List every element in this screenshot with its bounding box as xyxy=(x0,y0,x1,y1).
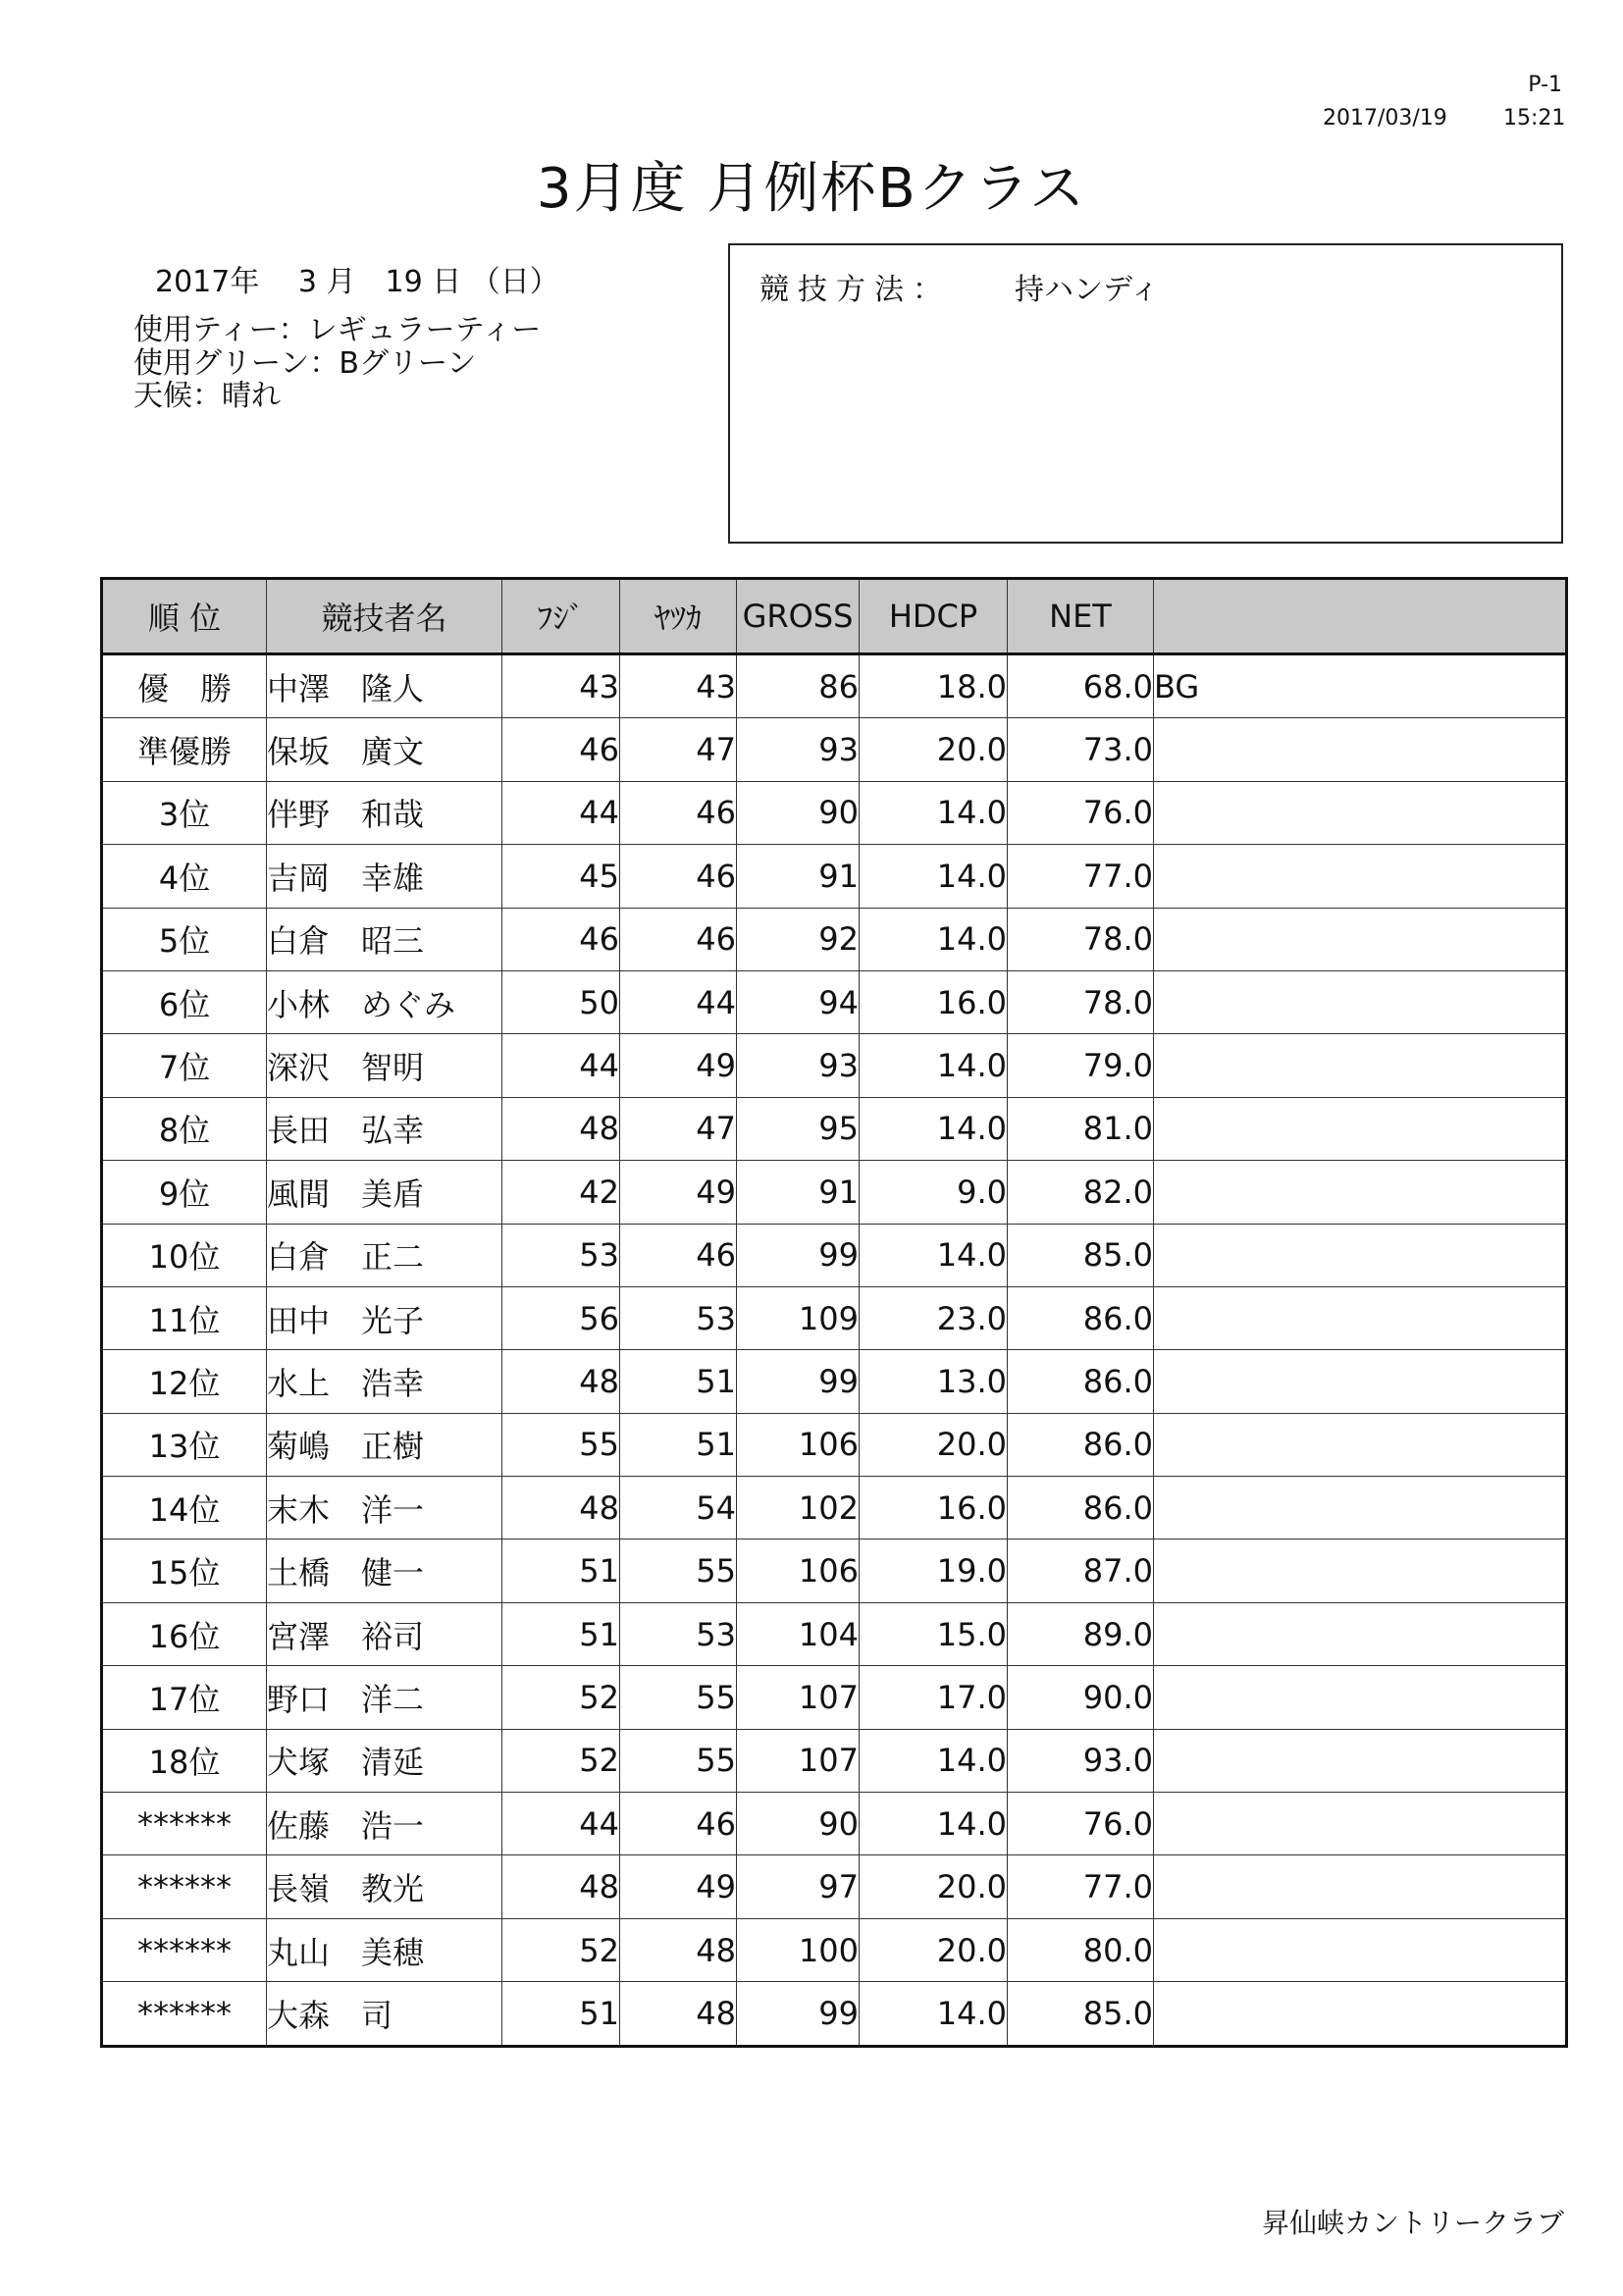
table-row xyxy=(102,1855,1567,1918)
player-name-cell: 菊嶋 正樹 xyxy=(267,1413,502,1476)
table-row xyxy=(102,970,1567,1033)
note-cell xyxy=(1154,1982,1567,2046)
note-cell xyxy=(1154,1097,1567,1160)
in-score-cell: 49 xyxy=(620,1161,737,1224)
rank-cell: 15位 xyxy=(102,1539,267,1602)
in-score-cell: 48 xyxy=(620,1982,737,2046)
hdcp-cell: 23.0 xyxy=(860,1286,1008,1349)
gross-cell: 99 xyxy=(737,1224,860,1286)
gross-cell: 99 xyxy=(737,1350,860,1413)
rank-cell: 9位 xyxy=(102,1161,267,1224)
out-score-cell: 51 xyxy=(502,1982,620,2046)
rank-cell: 14位 xyxy=(102,1477,267,1539)
player-name-cell: 風間 美盾 xyxy=(267,1161,502,1224)
player-name-cell: 小林 めぐみ xyxy=(267,970,502,1033)
note-cell xyxy=(1154,1855,1567,1918)
table-row xyxy=(102,654,1567,718)
net-cell: 87.0 xyxy=(1008,1539,1154,1602)
in-score-cell: 55 xyxy=(620,1729,737,1792)
gross-cell: 91 xyxy=(737,845,860,908)
club-name: 昇仙峡カントリークラブ xyxy=(1261,2207,1564,2239)
gross-cell: 97 xyxy=(737,1855,860,1918)
net-cell: 85.0 xyxy=(1008,1224,1154,1286)
net-cell: 86.0 xyxy=(1008,1350,1154,1413)
out-score-cell: 46 xyxy=(502,718,620,781)
note-cell xyxy=(1154,1161,1567,1224)
out-score-cell: 52 xyxy=(502,1729,620,1792)
rank-cell: 優 勝 xyxy=(102,654,267,718)
table-header-row xyxy=(102,579,1567,654)
gross-cell: 90 xyxy=(737,1793,860,1855)
gross-cell: 104 xyxy=(737,1602,860,1665)
player-name-cell: 中澤 隆人 xyxy=(267,654,502,718)
in-score-cell: 47 xyxy=(620,1097,737,1160)
hdcp-cell: 14.0 xyxy=(860,1729,1008,1792)
note-cell xyxy=(1154,1286,1567,1349)
header-hdcp: HDCP xyxy=(860,579,1008,654)
net-cell: 78.0 xyxy=(1008,908,1154,970)
out-score-cell: 50 xyxy=(502,970,620,1033)
player-name-cell: 犬塚 清延 xyxy=(267,1729,502,1792)
player-name-cell: 白倉 正二 xyxy=(267,1224,502,1286)
event-date: 2017年 3 月 19 日 （日） xyxy=(155,265,559,299)
header-rank: 順 位 xyxy=(102,579,267,654)
net-cell: 79.0 xyxy=(1008,1034,1154,1097)
out-score-cell: 44 xyxy=(502,781,620,844)
table-row xyxy=(102,1034,1567,1097)
header-player-name: 競技者名 xyxy=(267,579,502,654)
out-score-cell: 55 xyxy=(502,1413,620,1476)
player-name-cell: 佐藤 浩一 xyxy=(267,1793,502,1855)
hdcp-cell: 15.0 xyxy=(860,1602,1008,1665)
rank-cell: 5位 xyxy=(102,908,267,970)
in-score-cell: 55 xyxy=(620,1666,737,1729)
in-score-cell: 46 xyxy=(620,845,737,908)
hdcp-cell: 14.0 xyxy=(860,1224,1008,1286)
table-row xyxy=(102,908,1567,970)
rank-cell: 11位 xyxy=(102,1286,267,1349)
competition-method-box xyxy=(728,243,1563,544)
note-cell xyxy=(1154,1729,1567,1792)
table-row xyxy=(102,1161,1567,1224)
gross-cell: 109 xyxy=(737,1286,860,1349)
note-cell xyxy=(1154,718,1567,781)
net-cell: 89.0 xyxy=(1008,1602,1154,1665)
gross-cell: 90 xyxy=(737,781,860,844)
player-name-cell: 宮澤 裕司 xyxy=(267,1602,502,1665)
out-score-cell: 46 xyxy=(502,908,620,970)
note-cell xyxy=(1154,1413,1567,1476)
rank-cell: ****** xyxy=(102,1793,267,1855)
net-cell: 81.0 xyxy=(1008,1097,1154,1160)
gross-cell: 99 xyxy=(737,1982,860,2046)
table-row xyxy=(102,1729,1567,1792)
note-cell xyxy=(1154,845,1567,908)
rank-cell: 4位 xyxy=(102,845,267,908)
out-score-cell: 51 xyxy=(502,1602,620,1665)
rank-cell: 17位 xyxy=(102,1666,267,1729)
in-score-cell: 51 xyxy=(620,1350,737,1413)
note-cell xyxy=(1154,908,1567,970)
out-score-cell: 52 xyxy=(502,1918,620,1981)
note-cell xyxy=(1154,1602,1567,1665)
out-score-cell: 45 xyxy=(502,845,620,908)
table-row xyxy=(102,1539,1567,1602)
gross-cell: 102 xyxy=(737,1477,860,1539)
hdcp-cell: 14.0 xyxy=(860,908,1008,970)
table-row xyxy=(102,845,1567,908)
hdcp-cell: 14.0 xyxy=(860,781,1008,844)
gross-cell: 93 xyxy=(737,1034,860,1097)
table-row xyxy=(102,1224,1567,1286)
hdcp-cell: 14.0 xyxy=(860,1034,1008,1097)
rank-cell: 16位 xyxy=(102,1602,267,1665)
player-name-cell: 保坂 廣文 xyxy=(267,718,502,781)
hdcp-cell: 14.0 xyxy=(860,1982,1008,2046)
rank-cell: ****** xyxy=(102,1918,267,1981)
player-name-cell: 長嶺 教光 xyxy=(267,1855,502,1918)
net-cell: 73.0 xyxy=(1008,718,1154,781)
player-name-cell: 深沢 智明 xyxy=(267,1034,502,1097)
net-cell: 86.0 xyxy=(1008,1477,1154,1539)
gross-cell: 107 xyxy=(737,1729,860,1792)
print-date: 2017/03/19 xyxy=(1323,106,1447,130)
gross-cell: 93 xyxy=(737,718,860,781)
note-cell xyxy=(1154,781,1567,844)
player-name-cell: 長田 弘幸 xyxy=(267,1097,502,1160)
out-score-cell: 48 xyxy=(502,1477,620,1539)
gross-cell: 91 xyxy=(737,1161,860,1224)
gross-cell: 107 xyxy=(737,1666,860,1729)
net-cell: 82.0 xyxy=(1008,1161,1154,1224)
rank-cell: 3位 xyxy=(102,781,267,844)
note-cell xyxy=(1154,1539,1567,1602)
page-title: 3月度 月例杯Bクラス xyxy=(536,157,1087,221)
rank-cell: 準優勝 xyxy=(102,718,267,781)
out-score-cell: 56 xyxy=(502,1286,620,1349)
player-name-cell: 伴野 和哉 xyxy=(267,781,502,844)
table-row xyxy=(102,1286,1567,1349)
page-number: P-1 xyxy=(1528,73,1562,97)
out-score-cell: 43 xyxy=(502,654,620,718)
out-score-cell: 42 xyxy=(502,1161,620,1224)
in-score-cell: 46 xyxy=(620,1793,737,1855)
in-score-cell: 44 xyxy=(620,970,737,1033)
net-cell: 77.0 xyxy=(1008,845,1154,908)
in-score-cell: 49 xyxy=(620,1855,737,1918)
in-score-cell: 53 xyxy=(620,1602,737,1665)
table-row xyxy=(102,1477,1567,1539)
gross-cell: 86 xyxy=(737,654,860,718)
net-cell: 90.0 xyxy=(1008,1666,1154,1729)
hdcp-cell: 14.0 xyxy=(860,845,1008,908)
note-cell xyxy=(1154,1793,1567,1855)
in-score-cell: 43 xyxy=(620,654,737,718)
note-cell xyxy=(1154,1224,1567,1286)
note-cell xyxy=(1154,970,1567,1033)
note-cell xyxy=(1154,1666,1567,1729)
net-cell: 93.0 xyxy=(1008,1729,1154,1792)
hdcp-cell: 9.0 xyxy=(860,1161,1008,1224)
hdcp-cell: 13.0 xyxy=(860,1350,1008,1413)
header-note xyxy=(1154,579,1567,654)
hdcp-cell: 20.0 xyxy=(860,1413,1008,1476)
net-cell: 86.0 xyxy=(1008,1413,1154,1476)
hdcp-cell: 20.0 xyxy=(860,1918,1008,1981)
hdcp-cell: 19.0 xyxy=(860,1539,1008,1602)
player-name-cell: 吉岡 幸雄 xyxy=(267,845,502,908)
out-score-cell: 44 xyxy=(502,1793,620,1855)
header-in: ﾔﾂｶ xyxy=(620,579,737,654)
in-score-cell: 49 xyxy=(620,1034,737,1097)
player-name-cell: 土橋 健一 xyxy=(267,1539,502,1602)
note-cell xyxy=(1154,1350,1567,1413)
table-row xyxy=(102,1602,1567,1665)
table-row xyxy=(102,1413,1567,1476)
header-net: NET xyxy=(1008,579,1154,654)
gross-cell: 106 xyxy=(737,1413,860,1476)
note-cell xyxy=(1154,1034,1567,1097)
results-table xyxy=(100,577,1568,2048)
net-cell: 78.0 xyxy=(1008,970,1154,1033)
table-row xyxy=(102,1918,1567,1981)
gross-cell: 106 xyxy=(737,1539,860,1602)
tee-info: 使用ティー：レギュラーティー xyxy=(133,313,542,347)
table-row xyxy=(102,1666,1567,1729)
note-cell: BG xyxy=(1154,654,1567,718)
in-score-cell: 54 xyxy=(620,1477,737,1539)
net-cell: 76.0 xyxy=(1008,781,1154,844)
header-gross: GROSS xyxy=(737,579,860,654)
out-score-cell: 48 xyxy=(502,1097,620,1160)
header-out: ﾌｼﾞ xyxy=(502,579,620,654)
rank-cell: 10位 xyxy=(102,1224,267,1286)
rank-cell: ****** xyxy=(102,1982,267,2046)
in-score-cell: 48 xyxy=(620,1918,737,1981)
rank-cell: 18位 xyxy=(102,1729,267,1792)
rank-cell: 7位 xyxy=(102,1034,267,1097)
out-score-cell: 51 xyxy=(502,1539,620,1602)
player-name-cell: 水上 浩幸 xyxy=(267,1350,502,1413)
rank-cell: 8位 xyxy=(102,1097,267,1160)
hdcp-cell: 17.0 xyxy=(860,1666,1008,1729)
weather-info: 天候：晴れ xyxy=(133,379,281,413)
table-row xyxy=(102,718,1567,781)
hdcp-cell: 20.0 xyxy=(860,718,1008,781)
table-row xyxy=(102,1793,1567,1855)
hdcp-cell: 20.0 xyxy=(860,1855,1008,1918)
in-score-cell: 55 xyxy=(620,1539,737,1602)
net-cell: 80.0 xyxy=(1008,1918,1154,1981)
player-name-cell: 野口 洋二 xyxy=(267,1666,502,1729)
table-row xyxy=(102,781,1567,844)
in-score-cell: 53 xyxy=(620,1286,737,1349)
player-name-cell: 田中 光子 xyxy=(267,1286,502,1349)
player-name-cell: 大森 司 xyxy=(267,1982,502,2046)
in-score-cell: 51 xyxy=(620,1413,737,1476)
method-value: 持ハンディ xyxy=(1015,273,1160,307)
out-score-cell: 48 xyxy=(502,1350,620,1413)
player-name-cell: 丸山 美穂 xyxy=(267,1918,502,1981)
out-score-cell: 48 xyxy=(502,1855,620,1918)
note-cell xyxy=(1154,1918,1567,1981)
out-score-cell: 44 xyxy=(502,1034,620,1097)
print-time: 15:21 xyxy=(1503,106,1566,130)
hdcp-cell: 14.0 xyxy=(860,1097,1008,1160)
player-name-cell: 白倉 昭三 xyxy=(267,908,502,970)
table-row xyxy=(102,1097,1567,1160)
hdcp-cell: 16.0 xyxy=(860,1477,1008,1539)
gross-cell: 95 xyxy=(737,1097,860,1160)
table-row xyxy=(102,1350,1567,1413)
rank-cell: ****** xyxy=(102,1855,267,1918)
out-score-cell: 53 xyxy=(502,1224,620,1286)
gross-cell: 94 xyxy=(737,970,860,1033)
rank-cell: 6位 xyxy=(102,970,267,1033)
net-cell: 76.0 xyxy=(1008,1793,1154,1855)
gross-cell: 100 xyxy=(737,1918,860,1981)
out-score-cell: 52 xyxy=(502,1666,620,1729)
note-cell xyxy=(1154,1477,1567,1539)
player-name-cell: 末木 洋一 xyxy=(267,1477,502,1539)
hdcp-cell: 16.0 xyxy=(860,970,1008,1033)
rank-cell: 12位 xyxy=(102,1350,267,1413)
green-info: 使用グリーン：Bグリーン xyxy=(133,346,477,381)
net-cell: 85.0 xyxy=(1008,1982,1154,2046)
net-cell: 68.0 xyxy=(1008,654,1154,718)
in-score-cell: 46 xyxy=(620,908,737,970)
results-body xyxy=(102,654,1567,2047)
rank-cell: 13位 xyxy=(102,1413,267,1476)
net-cell: 77.0 xyxy=(1008,1855,1154,1918)
method-label: 競技方法： xyxy=(759,273,951,307)
in-score-cell: 47 xyxy=(620,718,737,781)
hdcp-cell: 14.0 xyxy=(860,1793,1008,1855)
in-score-cell: 46 xyxy=(620,781,737,844)
in-score-cell: 46 xyxy=(620,1224,737,1286)
hdcp-cell: 18.0 xyxy=(860,654,1008,718)
gross-cell: 92 xyxy=(737,908,860,970)
net-cell: 86.0 xyxy=(1008,1286,1154,1349)
table-row xyxy=(102,1982,1567,2046)
